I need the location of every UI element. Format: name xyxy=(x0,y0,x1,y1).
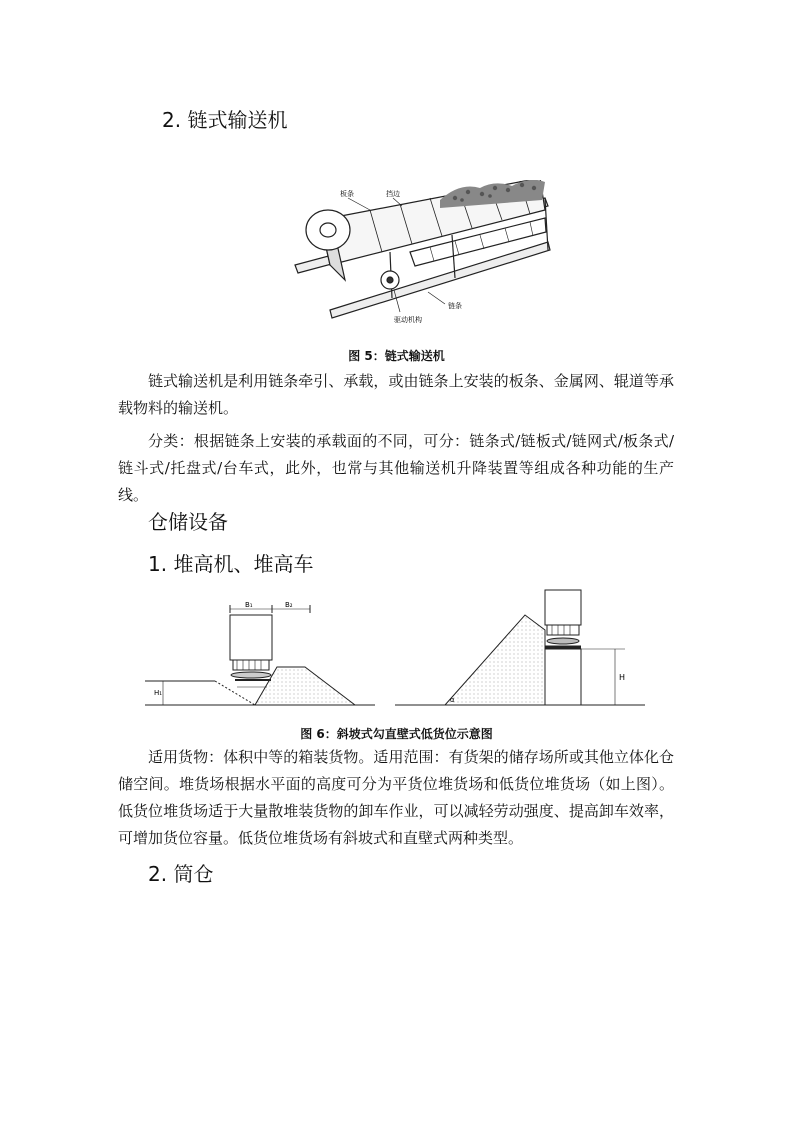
heading-stacker: 1. 堆高机、堆高车 xyxy=(148,552,314,576)
storage-description xyxy=(118,744,674,852)
label-top-left: 板条 xyxy=(340,190,354,198)
label-top-mid: 挡边 xyxy=(386,190,400,198)
caption-figure-5: 图 5：链式输送机 xyxy=(348,349,445,363)
label-chain: 链条 xyxy=(448,302,462,310)
label-drive: 驱动机构 xyxy=(394,316,422,324)
section-title-storage: 仓储设备 xyxy=(148,510,228,534)
label-h: H xyxy=(619,673,626,682)
label-alpha: α xyxy=(450,696,455,704)
chain-paragraph-2: 分类：根据链条上安装的承载面的不同，可分：链条式/链板式/链网式/板条式/链斗式/托盘式/台车式，此外，也常与其他输送机升降装置等组成各种功能的生产线。 xyxy=(118,432,674,504)
chain-description xyxy=(118,368,674,509)
label-b1: B₁ xyxy=(245,601,253,609)
label-b2: B₂ xyxy=(285,601,293,609)
caption-figure-6: 图 6：斜坡式勾直壁式低货位示意图 xyxy=(300,727,493,741)
heading-silo: 2. 筒仓 xyxy=(148,862,214,886)
figure-chain-conveyor xyxy=(290,180,555,340)
label-h1: H₁ xyxy=(154,689,163,697)
heading-chain-conveyor: 2. 链式输送机 xyxy=(162,108,288,132)
figure-low-platform xyxy=(145,585,645,715)
storage-paragraph: 适用货物：体积中等的箱装货物。适用范围：有货架的储存场所或其他立体化仓储空间。堆货场根据水平面的高度可分为平货位堆货场和低货位堆货场（如上图）。低货位堆货场适于大量散堆装货物的卸车作业，可以减轻劳动强度、提高卸车效率，可增加货位容量。低货位堆货场有斜坡式和直壁式两种类型。 xyxy=(118,748,674,847)
chain-paragraph-1: 链式输送机是利用链条牵引、承载，或由链条上安装的板条、金属网、辊道等承载物料的输送机。 xyxy=(118,372,674,417)
